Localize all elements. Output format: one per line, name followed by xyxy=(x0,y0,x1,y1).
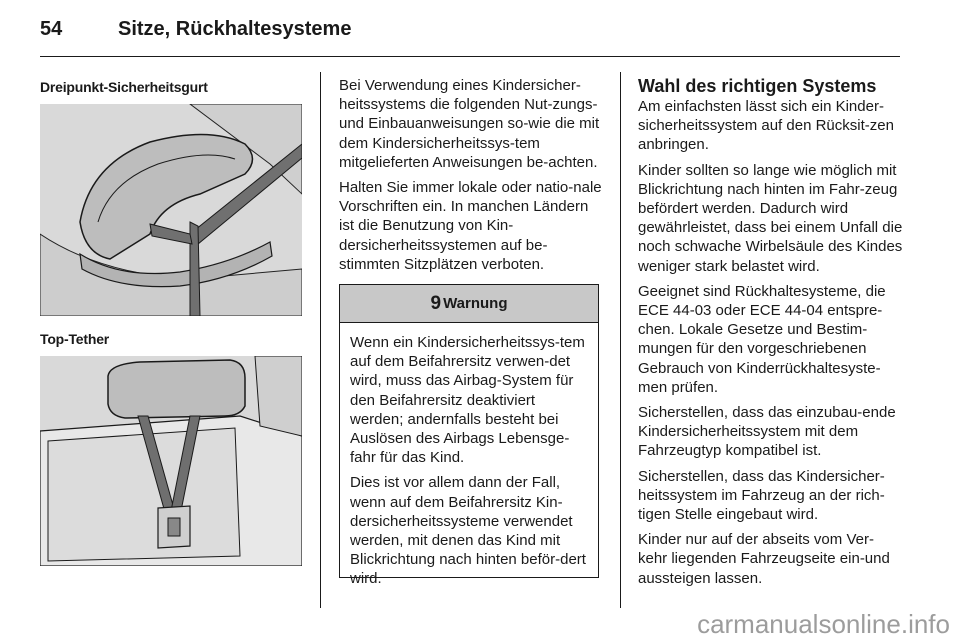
page-title: Sitze, Rückhaltesysteme xyxy=(118,18,352,40)
column-divider-right xyxy=(620,72,621,608)
warning-box xyxy=(339,284,599,588)
body-paragraph: Kinder nur auf der abseits vom Ver-kehr liegenden Fahrzeugseite ein-und aussteigen lassen. xyxy=(638,531,890,587)
page-number: 54 xyxy=(40,18,63,40)
section-heading: Wahl des richtigen Systems xyxy=(638,76,877,96)
warning-paragraph: Wenn ein Kindersicherheitssys-tem auf dem Beifahrersitz verwen-det wird, muss das Airbag-System für den Beifahrersitz deaktiviert werden; andernfalls besteht bei Auslösen des Airbags Lebensge-fahr für das Kind. xyxy=(350,334,585,467)
column-divider-left xyxy=(320,72,321,608)
warning-paragraph: Dies ist vor allem dann der Fall, wenn auf dem Beifahrersitz Kin-dersicherheitssysteme verwendet werden, mit denen das Kind mit Blickrichtung nach hinten beför-dert wird. xyxy=(350,474,586,588)
watermark: carmanualsonline.info xyxy=(697,609,950,639)
warning-body xyxy=(340,323,598,589)
warning-symbol-icon: 9 xyxy=(430,292,442,314)
three-point-belt-illustration xyxy=(40,104,302,316)
body-paragraph: Geeignet sind Rückhaltesysteme, die ECE 44-03 oder ECE 44-04 entspre-chen. Lokale Gesetze und Bestim-mungen für den vorgeschriebenen Gebrauch von Kinderrückhaltesyste-men prüfen. xyxy=(638,282,886,396)
body-paragraph: Am einfachsten lässt sich ein Kinder-sicherheitssystem auf den Rücksit-zen anbringen. xyxy=(638,98,894,154)
intro-paragraph: Bei Verwendung eines Kindersicher-heitssystems die folgenden Nut-zungs- und Einbauanweisungen so-wie die mit dem Kindersicherheitssys-tem mitgelieferten Anweisungen be-achten. xyxy=(339,77,600,171)
warning-title: Warnung xyxy=(443,295,508,312)
top-tether-label: Top-Tether xyxy=(40,331,110,347)
three-point-belt-label: Dreipunkt-Sicherheitsgurt xyxy=(40,79,208,95)
column-3-text xyxy=(638,76,903,594)
body-paragraph: Sicherstellen, dass das einzubau-ende Kindersicherheitssystem mit dem Fahrzeugtyp kompatibel ist. xyxy=(638,404,896,460)
header-rule xyxy=(40,56,900,57)
column-2-text xyxy=(339,76,604,280)
body-paragraph: Sicherstellen, dass das Kindersicher-heitssystem im Fahrzeug an der rich-tigen Stelle eingebaut wird. xyxy=(638,467,885,524)
warning-header xyxy=(340,285,598,323)
regulations-paragraph: Halten Sie immer lokale oder natio-nale Vorschriften ein. In manchen Ländern ist die Benutzung von Kin-dersicherheitssystemen auf be-stimmten Sitzplätzen verboten. xyxy=(339,179,602,273)
body-paragraph: Kinder sollten so lange wie möglich mit Blickrichtung nach hinten im Fahr-zeug befördert werden. Dadurch wird gewährleistet, dass bei einem Unfall die noch schwache Wirbelsäule des Kindes weniger stark belastet wird. xyxy=(638,161,903,275)
top-tether-illustration xyxy=(40,356,302,566)
